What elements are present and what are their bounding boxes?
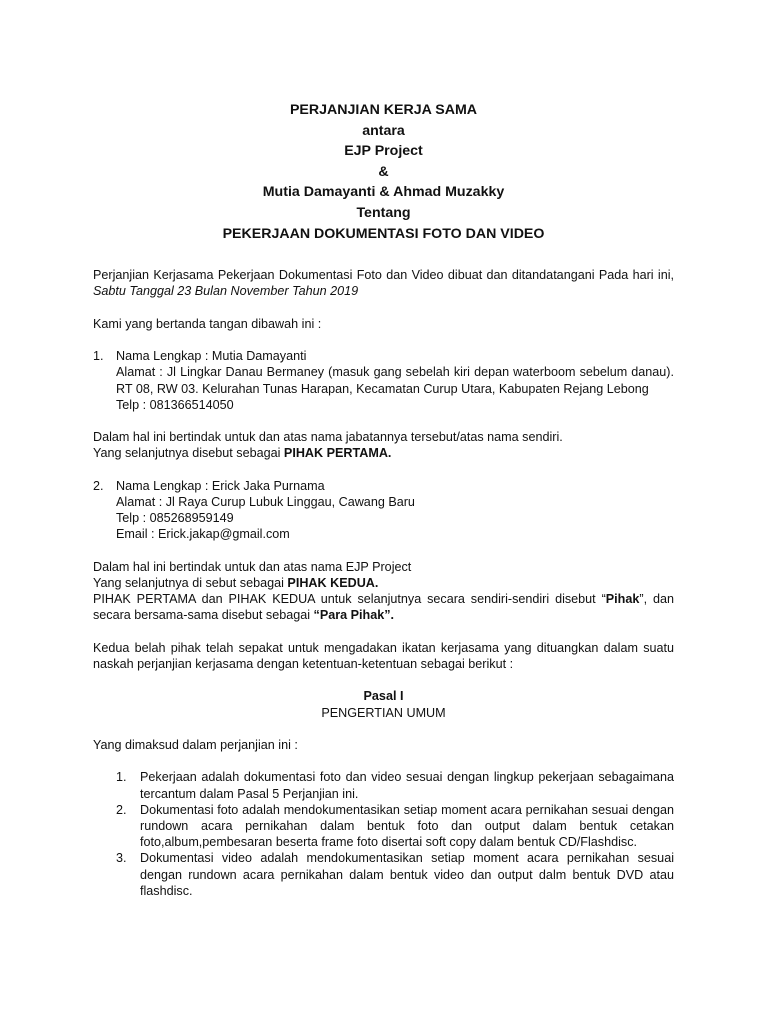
party2-email: Email : Erick.jakap@gmail.com xyxy=(116,527,290,542)
party1-address: Alamat : Jl Lingkar Danau Bermaney (masuk gang sebelah kiri depan waterboom sebelum danau). RT 08, RW 03. Kelurahan Tunas Harapan, Kecamatan Curup Utara, Kabupaten Rejang Lebong xyxy=(116,365,674,396)
pasal-number: Pasal I xyxy=(363,689,404,704)
list-item-number: 2. xyxy=(116,802,127,817)
pasal-heading: PENGERTIAN UMUM xyxy=(321,705,446,720)
list-item xyxy=(116,769,674,801)
title-line: Mutia Damayanti & Ahmad Muzakky xyxy=(262,184,505,201)
party2-phone: Telp : 085268959149 xyxy=(116,511,234,526)
pasal-intro: Yang dimaksud dalam perjanjian ini : xyxy=(93,737,298,752)
party1-designation-text: Yang selanjutnya disebut sebagai xyxy=(93,446,284,461)
party2-address: Alamat : Jl Raya Curup Lubuk Linggau, Cawang Baru xyxy=(116,494,415,509)
party1-designation-bold: PIHAK PERTAMA. xyxy=(283,446,392,461)
party2-name: Nama Lengkap : Erick Jaka Purnama xyxy=(116,478,325,493)
title-line: Tentang xyxy=(356,204,411,221)
parties-definition-mid: ”, dan secara bersama-sama disebut sebagai xyxy=(93,592,674,623)
party2-designation-text: Yang selanjutnya di sebut sebagai xyxy=(93,575,288,590)
list-item xyxy=(116,802,674,851)
title-line: PEKERJAAN DOKUMENTASI FOTO DAN VIDEO xyxy=(222,225,545,242)
party1-number: 1. xyxy=(93,349,104,364)
parties-definition xyxy=(93,591,674,623)
list-item-number: 1. xyxy=(116,770,127,785)
intro-paragraph xyxy=(93,267,674,299)
list-item-text: Pekerjaan adalah dokumentasi foto dan video sesuai dengan lingkup pekerjaan sebagaimana tercantum dalam Pasal 5 Perjanjian ini. xyxy=(140,770,674,801)
party1-role: Dalam hal ini bertindak untuk dan atas nama jabatannya tersebut/atas nama sendiri. xyxy=(93,430,563,445)
parties-definition-bold: Pihak xyxy=(605,592,640,607)
title-line: & xyxy=(378,163,389,180)
title-line: EJP Project xyxy=(344,143,423,160)
party2-designation xyxy=(93,575,674,591)
intro-text: Perjanjian Kerjasama Pekerjaan Dokumentasi Foto dan Video dibuat dan ditandatangani Pada hari ini, xyxy=(93,268,674,283)
party2-number: 2. xyxy=(93,478,104,493)
list-item-text: Dokumentasi foto adalah mendokumentasikan setiap moment acara pernikahan sesuai dengan rundown acara pernikahan dalam bentuk foto dan output dalam bentuk cetakan foto,album,pembesaran beserta frame foto disertai soft copy dalam bentuk CD/Flashdisc. xyxy=(140,802,674,850)
definitions-list xyxy=(93,769,674,899)
party2-designation-bold: PIHAK KEDUA. xyxy=(287,575,379,590)
party2-item xyxy=(93,478,674,543)
party2-role: Dalam hal ini bertindak untuk dan atas nama EJP Project xyxy=(93,559,412,574)
document-title xyxy=(93,100,674,244)
list-item-number: 3. xyxy=(116,851,127,866)
intro-date: Sabtu Tanggal 23 Bulan November Tahun 2019 xyxy=(93,284,359,299)
party1-item xyxy=(93,348,674,413)
agreement-paragraph: Kedua belah pihak telah sepakat untuk mengadakan ikatan kerjasama yang dituangkan dalam suatu naskah perjanjian kerjasama dengan ketentuan-ketentuan sebagai berikut : xyxy=(93,640,674,671)
title-line: PERJANJIAN KERJA SAMA xyxy=(289,102,478,118)
party1-name: Nama Lengkap : Mutia Damayanti xyxy=(116,349,307,364)
title-line: antara xyxy=(362,122,405,139)
parties-definition-bold2: “Para Pihak”. xyxy=(313,608,395,623)
signatories-intro: Kami yang bertanda tangan dibawah ini : xyxy=(93,316,322,331)
party1-phone: Telp : 081366514050 xyxy=(116,397,234,412)
list-item xyxy=(116,850,674,899)
parties-definition-text: PIHAK PERTAMA dan PIHAK KEDUA untuk selanjutnya secara sendiri-sendiri disebut “ xyxy=(93,592,606,607)
list-item-text: Dokumentasi video adalah mendokumentasikan setiap moment acara pernikahan sesuai dengan rundown acara pernikahan dalam bentuk video dan output dalm bentuk DVD atau flashdisc. xyxy=(140,851,674,898)
document-page xyxy=(93,100,674,899)
party1-designation xyxy=(93,445,674,461)
